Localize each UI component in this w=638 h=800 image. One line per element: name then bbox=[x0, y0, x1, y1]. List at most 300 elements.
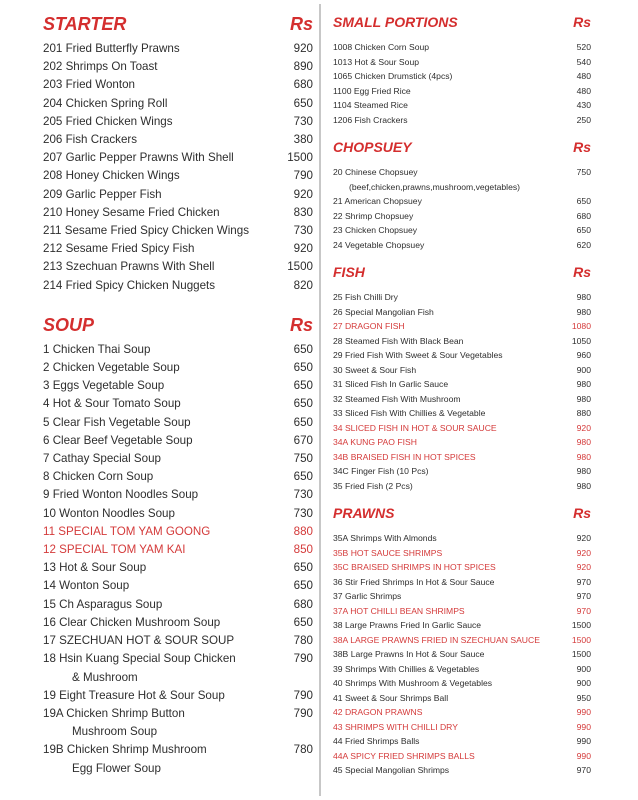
menu-item bbox=[333, 464, 591, 479]
item-name: Steamed Fish With Black Bean bbox=[344, 335, 464, 346]
item-price: 790 bbox=[293, 169, 313, 183]
item-price: 920 bbox=[293, 242, 313, 256]
item-text bbox=[333, 84, 547, 99]
menu-item bbox=[333, 363, 591, 378]
item-number: 34 bbox=[333, 422, 343, 433]
item-price: 650 bbox=[293, 342, 313, 356]
item-number: 40 bbox=[333, 678, 343, 688]
item-text bbox=[333, 209, 547, 224]
item-number: 15 bbox=[43, 597, 56, 611]
item-price: 790 bbox=[293, 688, 313, 702]
item-text bbox=[43, 541, 263, 559]
item-text bbox=[43, 113, 263, 131]
item-name: Eggs Vegetable Soup bbox=[52, 379, 165, 393]
left-column bbox=[43, 14, 313, 778]
item-text bbox=[333, 589, 547, 604]
item-text bbox=[333, 348, 547, 363]
menu-item bbox=[43, 414, 313, 432]
item-number: 212 bbox=[43, 242, 63, 256]
item-name: Vegetable Chopsuey bbox=[344, 239, 425, 250]
item-name: Chicken Thai Soup bbox=[52, 342, 151, 356]
item-name: Shrimps With Mushroom & Vegetables bbox=[344, 678, 493, 688]
item-text bbox=[333, 98, 547, 113]
section-header bbox=[43, 315, 313, 341]
menu-item bbox=[333, 69, 591, 84]
item-price: 650 bbox=[293, 397, 313, 411]
item-text bbox=[43, 632, 263, 650]
menu-item bbox=[43, 450, 313, 468]
menu-item bbox=[333, 435, 591, 450]
menu-item bbox=[333, 165, 591, 194]
menu-item bbox=[43, 632, 313, 650]
menu-item bbox=[333, 734, 591, 749]
item-name: Chicken Shrimp Mushroom bbox=[66, 743, 207, 757]
item-price: 750 bbox=[576, 167, 591, 177]
item-number: 10 bbox=[43, 506, 56, 520]
section-starter bbox=[43, 14, 313, 295]
item-number: 204 bbox=[43, 96, 63, 110]
item-name: American Chopsuey bbox=[344, 196, 422, 206]
item-price: 970 bbox=[576, 591, 591, 601]
menu-item bbox=[43, 359, 313, 377]
item-name: Chicken Vegetable Soup bbox=[52, 361, 180, 375]
menu-item bbox=[43, 486, 313, 504]
item-number: 35 bbox=[333, 480, 343, 491]
item-number: 12 bbox=[43, 543, 56, 557]
item-number: 2 bbox=[43, 361, 50, 375]
item-text bbox=[43, 614, 263, 632]
item-price: 1500 bbox=[287, 151, 313, 165]
menu-item bbox=[333, 589, 591, 604]
item-price: 730 bbox=[293, 114, 313, 128]
item-text bbox=[43, 341, 263, 359]
item-number: 19A bbox=[43, 706, 63, 720]
menu-item bbox=[333, 319, 591, 334]
item-name: Fried Chicken Wings bbox=[65, 114, 173, 128]
item-price: 780 bbox=[293, 743, 313, 757]
menu-item bbox=[333, 406, 591, 421]
item-text bbox=[43, 149, 263, 167]
item-name: Hot & Sour Tomato Soup bbox=[52, 397, 181, 411]
item-text bbox=[333, 720, 547, 735]
item-price: 900 bbox=[576, 364, 591, 375]
menu-item bbox=[333, 84, 591, 99]
section-title: FISH bbox=[333, 264, 365, 280]
item-text bbox=[333, 165, 547, 194]
item-text bbox=[333, 238, 547, 253]
menu-item bbox=[333, 749, 591, 764]
item-name: Fried Butterfly Prawns bbox=[65, 42, 180, 55]
item-text bbox=[333, 676, 547, 691]
menu-item bbox=[43, 432, 313, 450]
item-name: HOT SAUCE SHRIMPS bbox=[350, 547, 443, 558]
item-number: 203 bbox=[43, 78, 63, 92]
item-price: 980 bbox=[576, 437, 591, 447]
item-name: Fried Wonton bbox=[65, 78, 135, 92]
item-text bbox=[43, 468, 263, 486]
item-price: 620 bbox=[576, 239, 591, 250]
item-number: 34B bbox=[333, 451, 349, 462]
menu-item bbox=[333, 238, 591, 253]
item-text bbox=[43, 432, 263, 450]
item-price: 980 bbox=[576, 379, 591, 389]
item-text bbox=[333, 55, 547, 70]
item-name: Hsin Kuang Special Soup Chicken bbox=[59, 652, 236, 666]
item-name: Garlic Pepper Prawns With Shell bbox=[65, 151, 234, 165]
section-chopsuey bbox=[333, 139, 591, 252]
item-number: 38B bbox=[333, 649, 349, 659]
item-text bbox=[43, 277, 263, 295]
menu-item bbox=[333, 575, 591, 590]
item-price: 920 bbox=[576, 547, 591, 558]
item-name: Steamed Rice bbox=[353, 100, 408, 110]
menu-item bbox=[43, 40, 313, 58]
item-text bbox=[333, 377, 547, 392]
item-number: 5 bbox=[43, 415, 50, 429]
item-text bbox=[333, 435, 547, 450]
item-number: 37A bbox=[333, 605, 348, 616]
item-price: 380 bbox=[293, 133, 313, 147]
menu-item bbox=[333, 392, 591, 407]
item-text bbox=[333, 406, 547, 421]
item-price: 650 bbox=[293, 361, 313, 375]
item-number: 206 bbox=[43, 133, 63, 147]
menu-item bbox=[43, 222, 313, 240]
item-number: 43 bbox=[333, 721, 343, 732]
item-number: 45 bbox=[333, 765, 343, 775]
item-number: 22 bbox=[333, 210, 343, 221]
item-price: 480 bbox=[576, 85, 591, 96]
item-number: 1104 bbox=[333, 100, 352, 110]
item-name: LARGE PRAWNS FRIED IN SZECHUAN SAUCE bbox=[350, 634, 540, 645]
menu-item bbox=[43, 541, 313, 559]
menu-item bbox=[333, 618, 591, 633]
menu-item bbox=[333, 662, 591, 677]
menu-item bbox=[43, 204, 313, 222]
item-name: Honey Chicken Wings bbox=[65, 169, 180, 183]
item-text bbox=[333, 531, 547, 546]
item-number: 1100 bbox=[333, 85, 352, 96]
item-number: 36 bbox=[333, 576, 343, 587]
item-number: 7 bbox=[43, 452, 50, 466]
item-price: 780 bbox=[293, 634, 313, 648]
item-list bbox=[333, 40, 591, 127]
menu-item bbox=[333, 450, 591, 465]
item-text bbox=[43, 40, 263, 58]
item-number: 41 bbox=[333, 692, 343, 703]
item-name: Szechuan Prawns With Shell bbox=[65, 260, 215, 274]
item-number: 30 bbox=[333, 364, 343, 375]
item-name: SPECIAL TOM YAM KAI bbox=[59, 543, 186, 557]
currency-label: Rs bbox=[573, 505, 591, 521]
item-text bbox=[43, 486, 263, 504]
item-price: 480 bbox=[576, 71, 591, 81]
item-price: 970 bbox=[576, 605, 591, 616]
item-text bbox=[43, 240, 263, 258]
item-number: 210 bbox=[43, 205, 63, 219]
item-name: Wonton Noodles Soup bbox=[59, 506, 175, 520]
item-price: 970 bbox=[576, 765, 591, 775]
menu-item bbox=[43, 131, 313, 149]
item-number: 209 bbox=[43, 187, 63, 201]
item-number: 11 bbox=[43, 524, 56, 538]
menu-item bbox=[43, 341, 313, 359]
menu-item bbox=[43, 95, 313, 113]
item-name: Sliced Fish With Chillies & Vegetable bbox=[344, 408, 486, 418]
item-name: Fried Shrimps Balls bbox=[344, 736, 420, 746]
menu-item bbox=[43, 395, 313, 413]
item-name: Chicken Corn Soup bbox=[354, 42, 430, 52]
item-name: Chicken Shrimp Button bbox=[66, 706, 185, 720]
item-price: 650 bbox=[576, 225, 591, 235]
item-name: Fish Chilli Dry bbox=[344, 292, 398, 302]
item-text bbox=[333, 749, 547, 764]
item-text bbox=[43, 650, 263, 686]
item-number: 4 bbox=[43, 397, 50, 411]
item-number: 35C bbox=[333, 562, 349, 572]
item-number: 34C bbox=[333, 466, 349, 476]
menu-item bbox=[333, 421, 591, 436]
item-name: Sesame Fried Spicy Chicken Wings bbox=[64, 224, 249, 238]
section-title: PRAWNS bbox=[333, 505, 395, 521]
item-price: 920 bbox=[576, 562, 591, 572]
item-price: 990 bbox=[576, 750, 591, 761]
item-price: 1500 bbox=[571, 634, 591, 645]
currency-label: Rs bbox=[573, 264, 591, 280]
item-text bbox=[43, 95, 263, 113]
item-price: 1050 bbox=[571, 335, 591, 346]
item-name: SPICY FRIED SHRIMPS BALLS bbox=[350, 750, 475, 761]
item-price: 920 bbox=[576, 422, 591, 433]
item-price: 980 bbox=[576, 292, 591, 302]
item-name: Fried Spicy Chicken Nuggets bbox=[65, 278, 216, 292]
item-number: 14 bbox=[43, 579, 56, 593]
item-name: Garlic Pepper Fish bbox=[65, 187, 162, 201]
item-text bbox=[43, 505, 263, 523]
menu-item bbox=[43, 277, 313, 295]
item-price: 730 bbox=[293, 488, 313, 502]
item-name: Garlic Shrimps bbox=[344, 591, 402, 601]
item-number: 38 bbox=[333, 620, 343, 630]
item-number: 33 bbox=[333, 408, 343, 418]
item-name: Cathay Special Soup bbox=[52, 452, 161, 466]
menu-item bbox=[43, 505, 313, 523]
item-name: BRAISED SHRIMPS IN HOT SPICES bbox=[351, 562, 496, 572]
item-number: 19 bbox=[43, 688, 56, 702]
menu-item bbox=[43, 186, 313, 204]
item-name: Chicken Corn Soup bbox=[52, 470, 154, 484]
menu-item bbox=[333, 209, 591, 224]
item-number: 34A bbox=[333, 437, 348, 447]
item-text bbox=[333, 290, 547, 305]
item-price: 650 bbox=[293, 415, 313, 429]
item-price: 650 bbox=[293, 96, 313, 110]
item-price: 1500 bbox=[287, 260, 313, 274]
item-text bbox=[333, 450, 547, 465]
item-name: Special Mangolian Shrimps bbox=[344, 765, 450, 775]
menu-item bbox=[43, 523, 313, 541]
item-price: 920 bbox=[293, 42, 313, 55]
menu-item bbox=[43, 167, 313, 185]
section-title: SMALL PORTIONS bbox=[333, 14, 458, 30]
menu-item bbox=[333, 98, 591, 113]
menu-item bbox=[43, 650, 313, 686]
item-number: 28 bbox=[333, 335, 343, 346]
item-name: Chicken Spring Roll bbox=[65, 96, 168, 110]
item-number: 37 bbox=[333, 591, 343, 601]
item-text bbox=[43, 705, 263, 741]
item-name: DRAGON PRAWNS bbox=[344, 707, 423, 717]
item-list bbox=[43, 40, 313, 295]
item-number: 42 bbox=[333, 707, 343, 717]
item-price: 820 bbox=[293, 278, 313, 292]
menu-item bbox=[43, 149, 313, 167]
currency-label: Rs bbox=[573, 14, 591, 30]
item-name: Sweet & Sour Shrimps Ball bbox=[344, 692, 449, 703]
item-name: HOT CHILLI BEAN SHRIMPS bbox=[350, 605, 465, 616]
menu-item bbox=[43, 705, 313, 741]
item-number: 213 bbox=[43, 260, 63, 274]
item-price: 670 bbox=[293, 433, 313, 447]
item-text bbox=[333, 464, 547, 479]
item-text bbox=[333, 604, 547, 619]
item-number: 44 bbox=[333, 736, 343, 746]
item-name: Chinese Chopsuey bbox=[344, 167, 418, 177]
menu-item bbox=[43, 377, 313, 395]
item-number: 23 bbox=[333, 225, 343, 235]
item-name: Fried Wonton Noodles Soup bbox=[52, 488, 199, 502]
section-title: SOUP bbox=[43, 314, 95, 335]
item-name-continued: Mushroom Soup bbox=[72, 725, 158, 739]
menu-item bbox=[43, 240, 313, 258]
item-text bbox=[333, 40, 547, 55]
section-header bbox=[333, 139, 591, 165]
menu-item bbox=[333, 676, 591, 691]
item-price: 650 bbox=[293, 470, 313, 484]
item-number: 29 bbox=[333, 350, 343, 360]
item-name: Shrimps With Chillies & Vegetables bbox=[344, 663, 480, 674]
menu-item bbox=[43, 468, 313, 486]
item-number: 35A bbox=[333, 533, 348, 543]
item-text bbox=[43, 258, 263, 276]
item-number: 208 bbox=[43, 169, 63, 183]
item-name: SPECIAL TOM YAM GOONG bbox=[58, 524, 211, 538]
menu-item bbox=[333, 546, 591, 561]
item-number: 39 bbox=[333, 663, 343, 674]
item-number: 20 bbox=[333, 167, 343, 177]
item-name: Special Mangolian Fish bbox=[344, 306, 434, 317]
menu-item bbox=[43, 687, 313, 705]
section-header bbox=[333, 264, 591, 290]
item-price: 890 bbox=[293, 60, 313, 74]
item-number: 24 bbox=[333, 239, 343, 250]
item-name-continued: & Mushroom bbox=[72, 670, 138, 684]
item-price: 680 bbox=[293, 597, 313, 611]
menu-item bbox=[333, 720, 591, 735]
item-text bbox=[333, 662, 547, 677]
item-number: 18 bbox=[43, 652, 56, 666]
item-name: Clear Beef Vegetable Soup bbox=[52, 433, 193, 447]
item-name: Honey Sesame Fried Chicken bbox=[65, 205, 220, 219]
item-number: 8 bbox=[43, 470, 50, 484]
item-number: 1206 bbox=[333, 114, 353, 125]
item-price: 980 bbox=[576, 480, 591, 491]
item-name: Steamed Fish With Mushroom bbox=[344, 393, 461, 404]
item-text bbox=[333, 705, 547, 720]
item-name: Fish Crackers bbox=[354, 114, 408, 125]
menu-item bbox=[43, 577, 313, 595]
menu-item bbox=[43, 258, 313, 276]
item-name: Fried Fish (2 Pcs) bbox=[344, 480, 413, 491]
item-text bbox=[43, 395, 263, 413]
item-name: Ch Asparagus Soup bbox=[59, 597, 163, 611]
item-name: SLICED FISH IN HOT & SOUR SAUCE bbox=[344, 422, 497, 433]
item-name: Egg Fried Rice bbox=[353, 85, 411, 96]
menu-item bbox=[333, 531, 591, 546]
item-number: 44A bbox=[333, 750, 348, 761]
item-number: 207 bbox=[43, 151, 63, 165]
item-number: 3 bbox=[43, 379, 50, 393]
menu-item bbox=[43, 614, 313, 632]
item-number: 26 bbox=[333, 306, 343, 317]
item-number: 6 bbox=[43, 433, 50, 447]
item-text bbox=[333, 334, 547, 349]
item-text bbox=[43, 450, 263, 468]
menu-item bbox=[333, 479, 591, 494]
item-name: Shrimps With Almonds bbox=[350, 533, 437, 543]
menu-item bbox=[333, 305, 591, 320]
item-number: 19B bbox=[43, 743, 64, 757]
item-number: 1008 bbox=[333, 42, 353, 52]
item-price: 520 bbox=[576, 42, 591, 52]
item-text bbox=[43, 687, 263, 705]
item-number: 35B bbox=[333, 547, 349, 558]
item-text bbox=[43, 204, 263, 222]
item-name-continued: (beef,chicken,prawns,mushroom,vegetables) bbox=[349, 181, 521, 192]
item-name: Large Prawns Fried In Garlic Sauce bbox=[344, 620, 482, 630]
item-price: 1080 bbox=[571, 321, 591, 331]
item-number: 1013 bbox=[333, 56, 353, 67]
item-text bbox=[333, 363, 547, 378]
menu-item bbox=[43, 596, 313, 614]
item-text bbox=[333, 763, 547, 778]
menu-item bbox=[43, 113, 313, 131]
item-number: 13 bbox=[43, 561, 56, 575]
item-name: Stir Fried Shrimps In Hot & Sour Sauce bbox=[344, 576, 495, 587]
item-price: 680 bbox=[576, 210, 591, 221]
item-number: 202 bbox=[43, 60, 63, 74]
item-name: Fish Crackers bbox=[65, 133, 138, 147]
item-price: 650 bbox=[576, 196, 591, 206]
item-text bbox=[43, 76, 263, 94]
item-text bbox=[333, 546, 547, 561]
item-price: 990 bbox=[576, 736, 591, 746]
item-price: 680 bbox=[293, 78, 313, 92]
item-number: 16 bbox=[43, 615, 56, 629]
item-number: 38A bbox=[333, 634, 348, 645]
menu-item bbox=[333, 348, 591, 363]
currency-label: Rs bbox=[289, 314, 313, 335]
item-price: 980 bbox=[576, 451, 591, 462]
item-name: DRAGON FISH bbox=[344, 321, 405, 331]
item-text bbox=[333, 575, 547, 590]
item-text bbox=[333, 479, 547, 494]
menu-item bbox=[333, 55, 591, 70]
item-text bbox=[43, 131, 263, 149]
item-list bbox=[333, 531, 591, 778]
item-text bbox=[333, 421, 547, 436]
item-price: 540 bbox=[576, 56, 591, 67]
